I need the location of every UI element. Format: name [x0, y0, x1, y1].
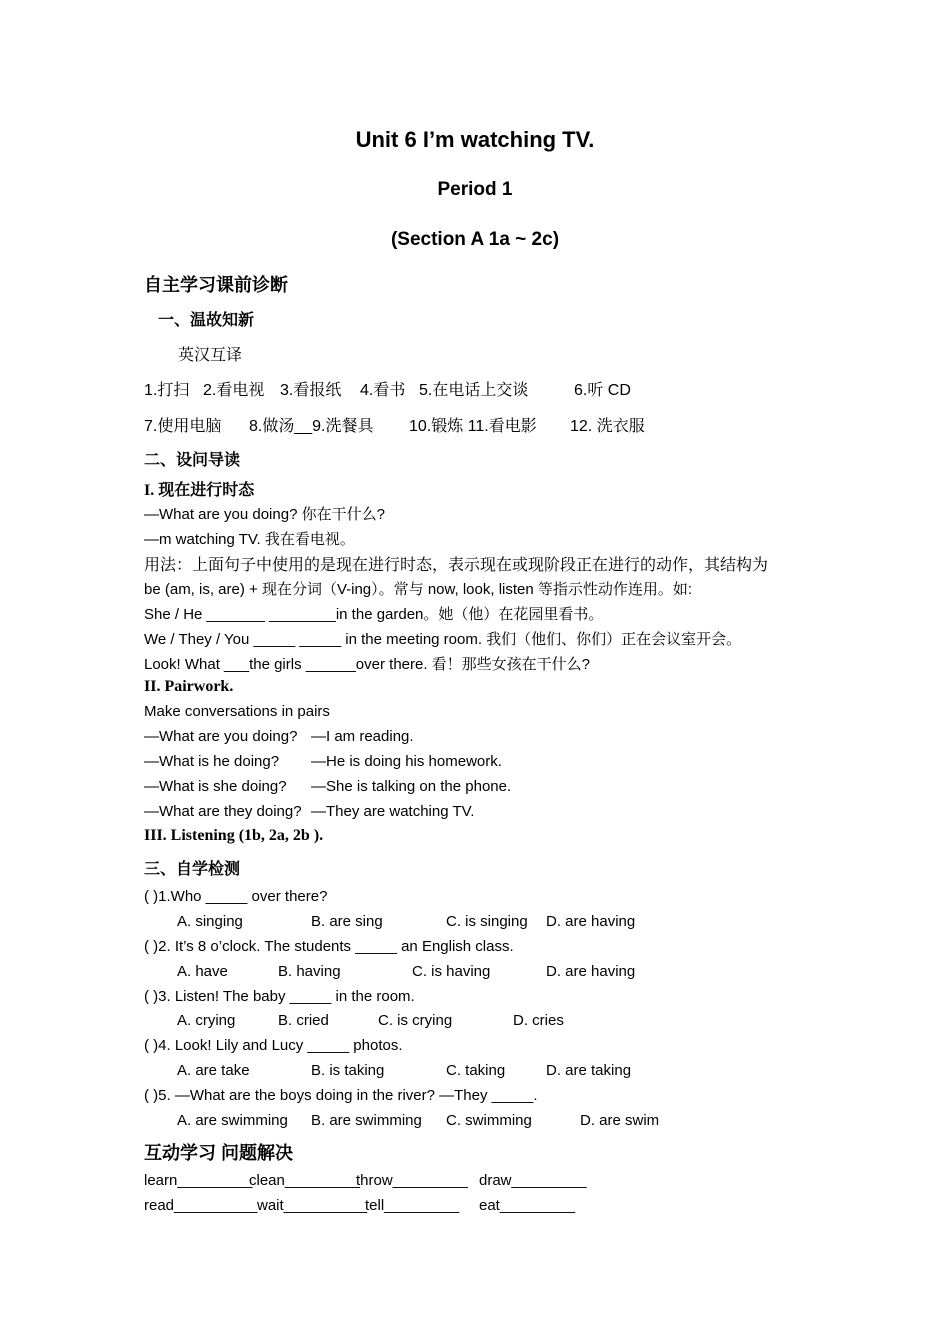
- section1-subheading: 一、温故知新: [158, 312, 255, 329]
- pair-answer: —He is doing his homework.: [311, 753, 502, 770]
- verb-blank: tell_________: [365, 1197, 460, 1214]
- pair-question: —What is she doing?: [144, 778, 287, 795]
- question-stem: ( )2. It’s 8 o’clock. The students _____ an English class.: [144, 938, 514, 955]
- text-line: —m watching TV. 我在看电视。: [144, 531, 355, 548]
- option: D. are having: [546, 913, 636, 930]
- option: C. is singing: [446, 913, 528, 930]
- pair-answer: —I am reading.: [311, 728, 414, 745]
- section2-heading: 二、设问导读: [144, 452, 241, 469]
- vocab-item: 7.使用电脑: [144, 418, 222, 435]
- option: C. swimming: [446, 1112, 532, 1129]
- period-label: Period 1: [437, 179, 513, 200]
- text-line: We / They / You _____ _____ in the meeting room. 我们（他们、你们）正在会议室开会。: [144, 631, 742, 648]
- verb-blank: eat_________: [479, 1197, 575, 1214]
- option: D. are swim: [580, 1112, 660, 1129]
- translation-instruction: 英汉互译: [178, 347, 243, 364]
- option: A. singing: [177, 913, 243, 930]
- vocab-item: 2.看电视: [203, 382, 265, 399]
- verb-blank: clean_________: [249, 1172, 360, 1189]
- option: C. is crying: [378, 1012, 453, 1029]
- part2-title: II. Pairwork.: [144, 678, 234, 695]
- question-stem: ( )3. Listen! The baby _____ in the room.: [144, 988, 415, 1005]
- option: A. are take: [177, 1062, 250, 1079]
- verb-blank: read__________: [144, 1197, 258, 1214]
- section-label: (Section A 1a ~ 2c): [390, 229, 560, 250]
- option: B. are swimming: [311, 1112, 422, 1129]
- text-line: —What are you doing? 你在干什么?: [144, 506, 385, 523]
- option: A. have: [177, 963, 228, 980]
- verb-blank: throw_________: [356, 1172, 468, 1189]
- text-line: She / He _______ ________in the garden。她（他）在花园里看书。: [144, 606, 604, 623]
- section1-heading: 自主学习课前诊断: [144, 275, 288, 295]
- question-stem: ( )5. —What are the boys doing in the river? —They _____.: [144, 1087, 538, 1104]
- option: B. cried: [278, 1012, 329, 1029]
- verb-blank: learn_________: [144, 1172, 253, 1189]
- section3-heading: 三、自学检测: [144, 861, 241, 878]
- option: C. is having: [412, 963, 491, 980]
- verb-blank: wait__________: [257, 1197, 368, 1214]
- option: D. are taking: [546, 1062, 632, 1079]
- option: D. cries: [513, 1012, 564, 1029]
- pair-question: —What is he doing?: [144, 753, 280, 770]
- vocab-item: 3.看报纸: [280, 382, 342, 399]
- text-line: be (am, is, are) + 现在分词（V-ing）。常与 now, look, listen 等指示性动作连用。如:: [144, 581, 693, 598]
- page-title: Unit 6 I’m watching TV.: [355, 127, 595, 152]
- vocab-item: 4.看书: [360, 382, 406, 399]
- part1-title: I. 现在进行时态: [144, 482, 255, 499]
- vocab-item: 10.锻炼 11.看电影: [409, 418, 537, 435]
- option: B. having: [278, 963, 341, 980]
- question-stem: ( )1.Who _____ over there?: [144, 888, 328, 905]
- vocab-item: 8.做汤__9.洗餐具: [249, 418, 374, 435]
- question-stem: ( )4. Look! Lily and Lucy _____ photos.: [144, 1037, 403, 1054]
- option: C. taking: [446, 1062, 506, 1079]
- option: B. are sing: [311, 913, 383, 930]
- pair-question: —What are you doing?: [144, 728, 298, 745]
- section4-heading: 互动学习 问题解决: [144, 1143, 294, 1163]
- vocab-item: 6.听 CD: [574, 382, 631, 399]
- pairwork-intro: Make conversations in pairs: [144, 703, 330, 720]
- verb-blank: draw_________: [479, 1172, 587, 1189]
- option: B. is taking: [311, 1062, 385, 1079]
- pair-answer: —They are watching TV.: [311, 803, 475, 820]
- option: A. are swimming: [177, 1112, 288, 1129]
- vocab-item: 12. 洗衣服: [570, 418, 645, 435]
- option: A. crying: [177, 1012, 236, 1029]
- text-line: 用法：上面句子中使用的是现在进行时态，表示现在或现阶段正在进行的动作，其结构为: [144, 557, 769, 574]
- vocab-item: 5.在电话上交谈: [419, 382, 529, 399]
- part3-title: III. Listening (1b, 2a, 2b ).: [144, 827, 324, 844]
- pair-answer: —She is talking on the phone.: [311, 778, 512, 795]
- text-line: Look! What ___the girls ______over there. 看！那些女孩在干什么?: [144, 656, 591, 673]
- pair-question: —What are they doing?: [144, 803, 302, 820]
- vocab-item: 1.打扫: [144, 382, 190, 399]
- option: D. are having: [546, 963, 636, 980]
